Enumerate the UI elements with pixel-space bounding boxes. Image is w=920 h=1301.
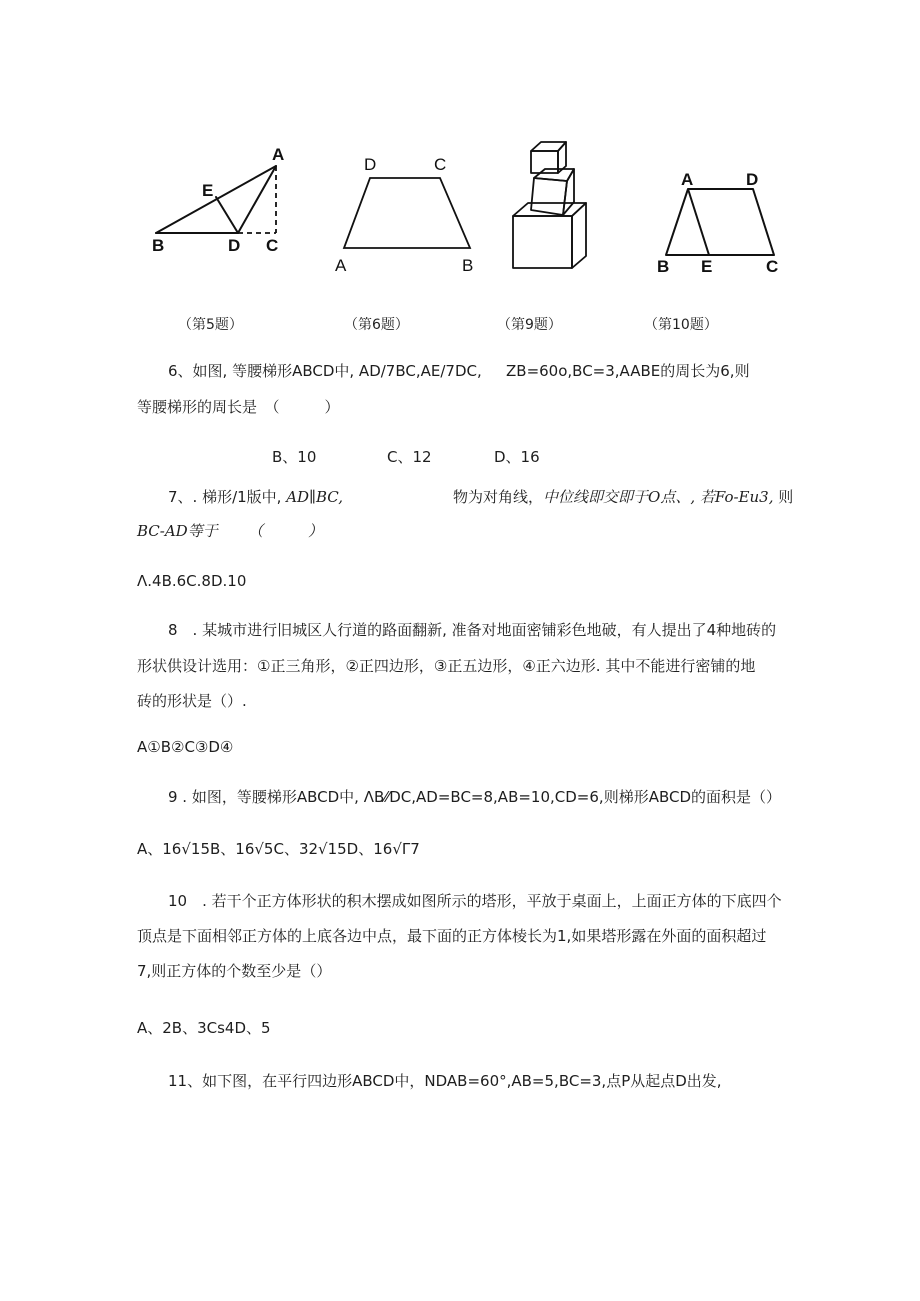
q6-option-c: C、12 [387,448,432,466]
label-b: B [657,257,670,276]
q6-option-b: B、10 [272,448,317,466]
label-b: B [152,236,165,255]
q6-line1 [168,360,482,381]
figure-10-caption: （第10题） [644,317,718,333]
label-e: E [202,181,214,200]
q10-line3: 7,则正方体的个数至少是（） [137,962,332,980]
figure-6-caption: （第6题） [344,317,409,333]
q6-line1-part1: 6、如图, 等腰梯形ABCD中, AD/7BC,AE/7DC, [168,362,482,380]
q9-options: A、16√15B、16√5C、32√15D、16√Γ7 [137,840,420,858]
middle-cube [531,169,574,215]
q7-expression: BC-AD [137,522,188,540]
trapezoid-abcd [666,189,774,255]
figure-10-diagram [654,168,784,278]
q7-stem-start: 7、. 梯形/1版中, [168,488,287,506]
figure-9-caption: （第9题） [497,317,562,333]
q8-line3: 砖的形状是（）. [137,692,247,710]
q8-line2: 形状供设计选用：①正三角形，②正四边形，③正五边形，④正六边形. 其中不能进行密铺的地 [137,657,756,675]
q6-line1-part2: ZB=60o,BC=3,AABE的周长为6,则 [506,362,750,380]
trapezoid-abcd [344,178,470,248]
figure-6 [330,150,490,280]
label-b: B [462,256,474,275]
q10-line1: 10 . 若干个正方体形状的积木摆成如图所示的塔形，平放于桌面上，上面正方体的下底四个 [168,892,782,910]
figure-10 [654,168,784,278]
q7-parallel: AD∥BC, [286,488,344,506]
q9-line1: 9 . 如图，等腰梯形ABCD中, ΛB⁄⁄DC,AD=BC=8,AB=10,CD=6,则梯形ABCD的面积是（） [168,788,782,806]
label-a: A [681,170,694,189]
q8-options: A①B②C③D④ [137,738,234,756]
label-c: C [766,257,779,276]
q7-then: 则 [773,488,794,506]
label-a: A [335,256,347,275]
q7-options: Λ.4B.6C.8D.10 [137,572,247,590]
q7-equals: 等于 [187,522,218,540]
q11-line1: 11、如下图，在平行四边形ABCD中，NDAB=60°,AB=5,BC=3,点P从起点D出发, [168,1072,722,1090]
figure-6-diagram [330,150,490,280]
label-d: D [746,170,759,189]
figure-5 [148,140,298,265]
q7-diagonal: 物为对角线， [453,488,544,506]
segment-ed [216,197,238,233]
label-d: D [364,155,377,174]
q10-options: A、2B、3Cs4D、5 [137,1019,271,1037]
q7-answer-blank: （ ） [248,522,324,540]
q8-line1: 8 . 某城市进行旧城区人行道的路面翻新, 准备对地面密铺彩色地破，有人提出了4种地砖的 [168,621,777,639]
figure-9-cube-tower [508,136,598,276]
q10-line2: 顶点是下面相邻正方体的上底各边中点，最下面的正方体棱长为1,如果塔形露在外面的面积超过 [137,927,767,945]
label-c: C [266,236,279,255]
segment-ae [688,189,709,255]
figure-5-caption: （第5题） [178,317,243,333]
label-a: A [272,145,285,164]
q7-line2 [137,520,218,541]
figure-5-diagram [148,140,298,265]
figure-9 [508,136,598,276]
label-e: E [701,257,713,276]
q6-line2: 等腰梯形的周长是 （ ） [137,398,340,416]
label-d: D [228,236,241,255]
q7-line1-cont [453,486,793,507]
label-c: C [434,155,447,174]
q7-line1 [168,486,343,507]
q7-midline: 中位线即交即于O点、, 若Fo-Eu3, [543,488,774,506]
q6-line1-cont [506,360,750,381]
q6-option-d: D、16 [494,448,540,466]
